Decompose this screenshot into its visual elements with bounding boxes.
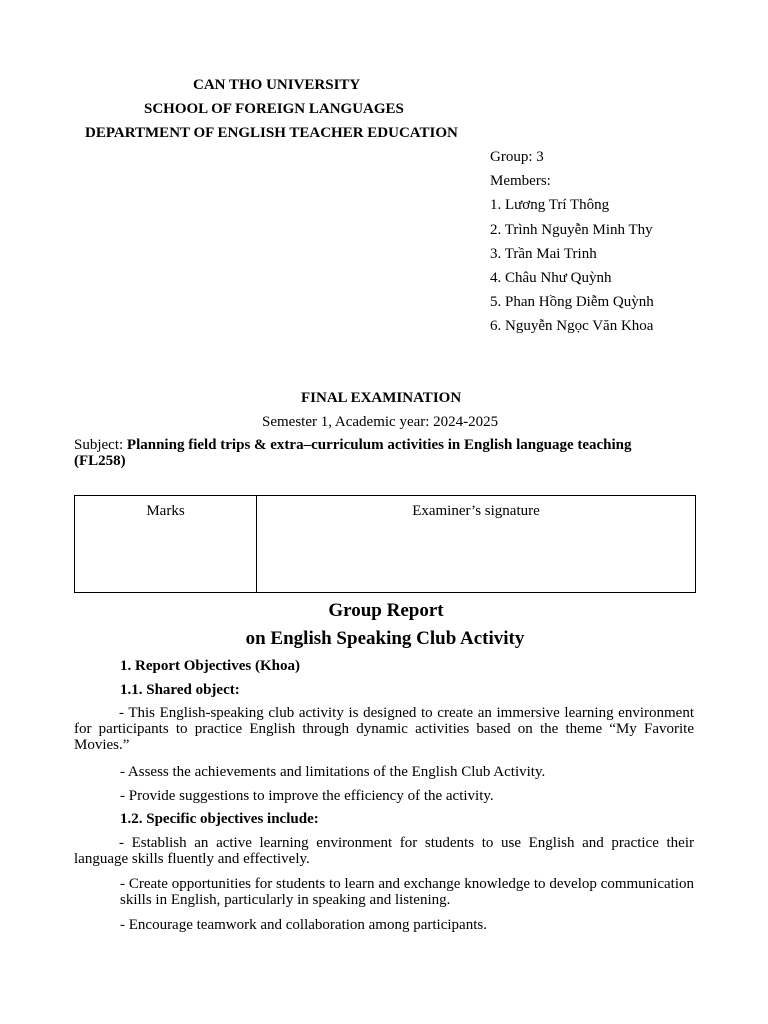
exam-title: FINAL EXAMINATION [301,390,462,406]
group-number: Group: 3 [490,149,544,165]
subject-title: Planning field trips & extra–curriculum activities in English language teaching [126,437,632,453]
marks-header: Marks [146,503,185,519]
section-heading: 1. Report Objectives (Khoa) [120,658,300,674]
paragraph: - Assess the achievements and limitations of the English Club Activity. [120,764,546,780]
school-name: SCHOOL OF FOREIGN LANGUAGES [144,101,404,117]
subsection-heading: 1.1. Shared object: [120,682,240,698]
subject-label: Subject: [74,437,127,453]
member-item: 4. Châu Như Quỳnh [490,269,612,286]
signature-cell [257,496,696,593]
member-item: 1. Lương Trí Thông [490,197,610,214]
group-info [490,148,760,342]
member-item: 3. Trần Mai Trinh [490,245,597,262]
paragraph: - This English-speaking club activity is designed to create an immersive learning environment for participants to practice English through dynamic activities based on the theme “My Favorite Movies.” [74,705,694,753]
member-item: 6. Nguyễn Ngọc Văn Khoa [490,318,654,335]
subsection-heading: 1.2. Specific objectives include: [120,811,319,827]
member-item: 2. Trình Nguyễn Minh Thy [490,221,653,238]
grading-table [74,495,696,593]
paragraph: - Provide suggestions to improve the efficiency of the activity. [120,788,494,804]
member-item: 5. Phan Hồng Diễm Quỳnh [490,294,654,311]
marks-cell [75,496,257,593]
paragraph: - Encourage teamwork and collaboration among participants. [120,917,487,933]
members-label: Members: [490,173,551,190]
paragraph: - Establish an active learning environment for students to use English and practice their language skills fluently and effectively. [74,835,694,867]
subject-code: (FL258) [74,453,126,469]
semester-line: Semester 1, Academic year: 2024-2025 [262,414,499,430]
report-subtitle: on English Speaking Club Activity [245,628,525,649]
university-name: CAN THO UNIVERSITY [193,77,361,93]
department-name: DEPARTMENT OF ENGLISH TEACHER EDUCATION [85,125,458,141]
signature-header: Examiner’s signature [412,503,540,519]
paragraph: - Create opportunities for students to learn and exchange knowledge to develop communication skills in English, particularly in speaking and listening. [120,876,694,908]
subject-line [74,437,696,469]
report-title: Group Report [328,600,444,621]
